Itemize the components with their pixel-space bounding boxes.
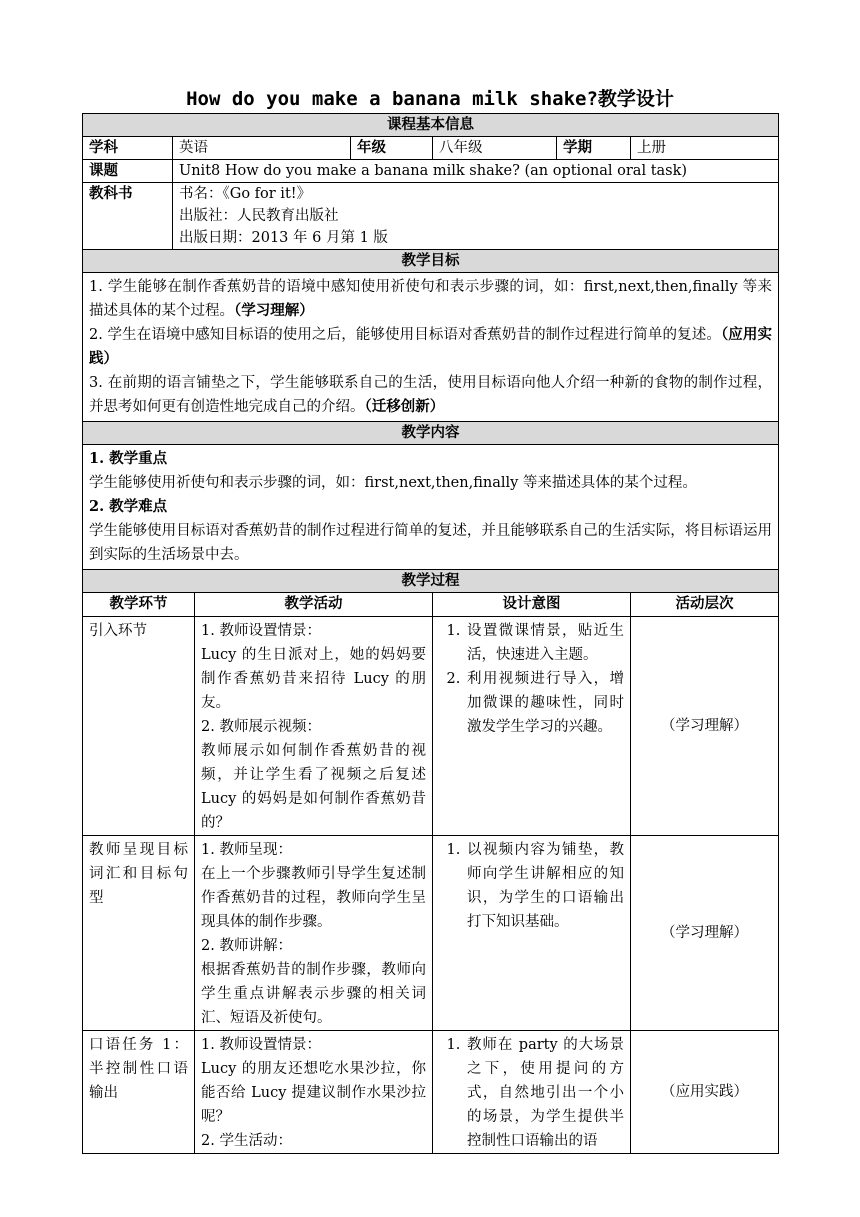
activity-cell: 1. 教师设置情景： Lucy 的朋友还想吃水果沙拉，你能否给 Lucy 提建议制作水果沙拉呢？ 2. 学生活动： — [195, 1031, 433, 1154]
col-header-intent: 设计意图 — [433, 593, 631, 617]
level-cell: （应用实践） — [631, 1031, 779, 1154]
difficulty-text: 学生能够使用目标语对香蕉奶昔的制作过程进行简单的复述，并且能够联系自己的生活实际，将目标语运用到实际的生活场景中去。 — [89, 523, 772, 563]
intent-cell: 1. 以视频内容为铺垫，教师向学生讲解相应的知识，为学生的口语输出打下知识基础。 — [433, 836, 631, 1031]
textbook-label: 教科书 — [83, 183, 173, 250]
intent-cell: 1. 设置微课情景，贴近生活，快速进入主题。 2. 利用视频进行导入，增加微课的趣味性，同时激发学生学习的兴趣。 — [433, 617, 631, 836]
objective-item: 3. 在前期的语言铺垫之下，学生能够联系自己的生活，使用目标语向他人介绍一种新的食物的制作过程，并思考如何更有创造性地完成自己的介绍。（迁移创新） — [89, 375, 772, 415]
publisher: 出版社：人民教育出版社 — [179, 208, 339, 224]
grade-label: 年级 — [351, 137, 433, 160]
page-title: How do you make a banana milk shake?教学设计 — [186, 88, 674, 110]
activity-cell: 1. 教师呈现： 在上一个步骤教师引导学生复述制作香蕉奶昔的过程，教师向学生呈现具体的制作步骤。 2. 教师讲解： 根据香蕉奶昔的制作步骤，教师向学生重点讲解表示步骤的相关词汇、短语及祈使句。 — [195, 836, 433, 1031]
col-header-stage: 教学环节 — [83, 593, 195, 617]
difficulty-heading: 2. 教学难点 — [89, 498, 168, 515]
key-point-heading: 1. 教学重点 — [89, 450, 168, 467]
content-body — [83, 445, 779, 570]
table-row — [83, 836, 779, 1031]
grade-value: 八年级 — [433, 137, 557, 160]
subject-value: 英语 — [173, 137, 351, 160]
subject-label: 学科 — [83, 137, 173, 160]
stage-cell: 教师呈现目标词汇和目标句型 — [83, 836, 195, 1031]
table-row — [83, 617, 779, 836]
objectives-list — [83, 273, 779, 422]
term-value: 上册 — [631, 137, 779, 160]
textbook-info — [173, 183, 779, 250]
term-label: 学期 — [557, 137, 631, 160]
section-objectives: 教学目标 — [83, 250, 779, 273]
stage-cell: 口语任务 1：半控制性口语输出 — [83, 1031, 195, 1154]
pub-date: 出版日期：2013 年 6 月第 1 版 — [179, 230, 388, 246]
objective-item: 2. 学生在语境中感知目标语的使用之后，能够使用目标语对香蕉奶昔的制作过程进行简单的复述。（应用实践） — [89, 326, 773, 367]
section-content: 教学内容 — [83, 422, 779, 445]
lesson-plan-table — [82, 113, 779, 1154]
col-header-activity: 教学活动 — [195, 593, 433, 617]
table-row — [83, 1031, 779, 1154]
key-point-text: 学生能够使用祈使句和表示步骤的词，如：first,next,then,finally 等来描述具体的某个过程。 — [89, 475, 697, 491]
stage-cell: 引入环节 — [83, 617, 195, 836]
section-process: 教学过程 — [83, 570, 779, 593]
section-basic-info: 课程基本信息 — [83, 114, 779, 137]
objective-item: 1. 学生能够在制作香蕉奶昔的语境中感知使用祈使句和表示步骤的词，如：first,next,then,finally 等来描述具体的某个过程。（学习理解） — [89, 279, 772, 319]
level-cell: （学习理解） — [631, 617, 779, 836]
col-header-level: 活动层次 — [631, 593, 779, 617]
topic-label: 课题 — [83, 160, 173, 183]
level-cell: （学习理解） — [631, 836, 779, 1031]
intent-cell: 1. 教师在 party 的大场景之下，使用提问的方式，自然地引出一个小的场景，为学生提供半控制性口语输出的语 — [433, 1031, 631, 1154]
activity-cell: 1. 教师设置情景： Lucy 的生日派对上，她的妈妈要制作香蕉奶昔来招待 Lucy 的朋友。 2. 教师展示视频： 教师展示如何制作香蕉奶昔的视频，并让学生看了视频之后复述 Lucy 的妈妈是如何制作香蕉奶昔的？ — [195, 617, 433, 836]
topic-value: Unit8 How do you make a banana milk shake? (an optional oral task) — [173, 160, 779, 183]
book-name: 书名：《Go for it!》 — [179, 186, 312, 202]
